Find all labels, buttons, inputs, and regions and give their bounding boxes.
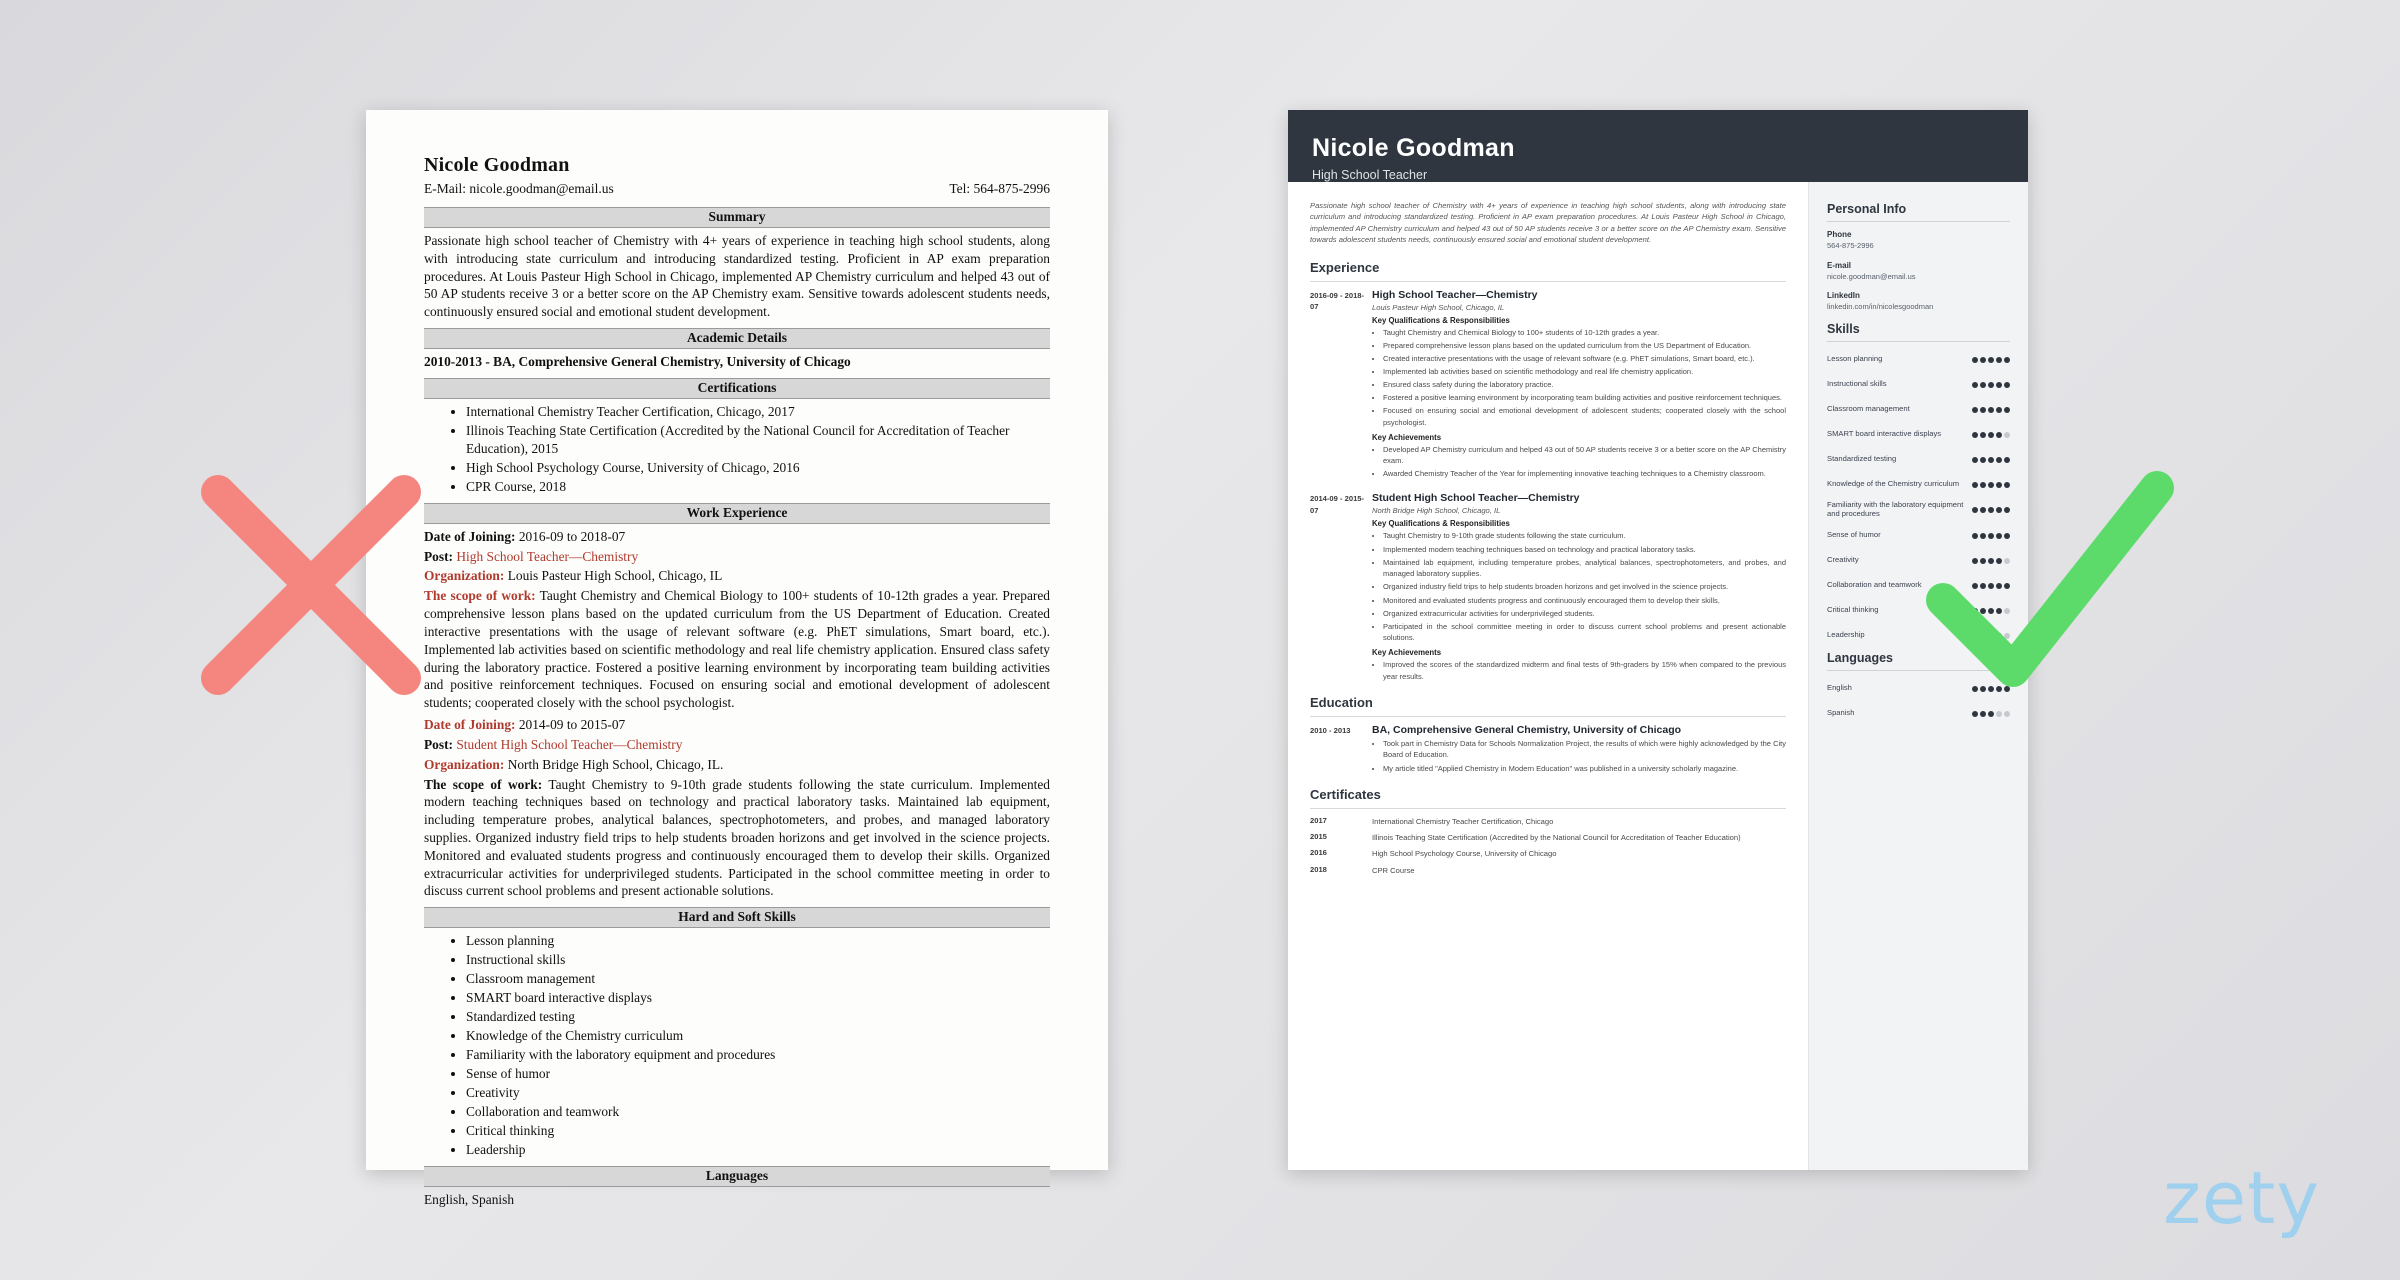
rating-dot bbox=[1988, 457, 1994, 463]
good-resume-main-column bbox=[1288, 182, 1808, 1170]
rating-dot bbox=[1980, 357, 1986, 363]
rating-dot bbox=[2004, 482, 2010, 488]
skill-rating bbox=[1970, 350, 2010, 368]
list-item: • Organized extracurricular activities for underprivileged students. bbox=[1383, 608, 1786, 620]
language-row bbox=[1827, 679, 2010, 697]
bad-job-2-post-value: Student High School Teacher—Chemistry bbox=[453, 736, 683, 752]
rating-dot bbox=[1988, 633, 1994, 639]
skill-name: Standardized testing bbox=[1827, 453, 1897, 463]
bad-job-2-org bbox=[424, 756, 1050, 774]
bad-job-2-scope bbox=[424, 776, 1050, 901]
bad-job-2 bbox=[424, 716, 1050, 900]
skill-row bbox=[1827, 526, 2010, 544]
skill-row bbox=[1827, 400, 2010, 418]
entry-qualifications-list bbox=[1372, 530, 1786, 644]
certificate-row bbox=[1310, 832, 1786, 843]
field-value: 564-875-2996 bbox=[1827, 241, 1874, 250]
field-value: nicole.goodman@email.us bbox=[1827, 271, 1916, 281]
rating-dot bbox=[2004, 533, 2010, 539]
list-item: • Improved the scores of the standardized midterm and final tests of 9th-graders by 15% when compared to the previous year results. bbox=[1383, 659, 1786, 682]
bad-certifications-list bbox=[424, 403, 1050, 496]
rating-dot bbox=[1980, 583, 1986, 589]
entry-qualifications-label: Key Qualifications & Responsibilities bbox=[1372, 315, 1510, 325]
rating-dot bbox=[2004, 357, 2010, 363]
bad-section-academic-title: Academic Details bbox=[424, 328, 1050, 349]
list-item: • SMART board interactive displays bbox=[466, 989, 1050, 1007]
list-item: • Organized industry field trips to help students broaden horizons and get involved in the science projects. bbox=[1383, 581, 1786, 593]
entry-body bbox=[1372, 724, 1786, 776]
skill-rating bbox=[1970, 475, 2010, 493]
language-row bbox=[1827, 704, 2010, 722]
entry-qualifications-list bbox=[1372, 327, 1786, 429]
rating-dot bbox=[1996, 457, 2002, 463]
section-divider bbox=[1310, 716, 1786, 717]
rating-dot bbox=[1980, 558, 1986, 564]
list-item: • High School Psychology Course, University of Chicago, 2016 bbox=[466, 459, 1050, 477]
list-item: • Standardized testing bbox=[466, 1008, 1050, 1026]
list-item: • Taught Chemistry and Chemical Biology to 100+ students of 10-12th grades a year. bbox=[1383, 327, 1786, 339]
list-item: • Ensured class safety during the laboratory practice. bbox=[1383, 379, 1786, 391]
list-item: • Taught Chemistry to 9-10th grade students following the state curriculum. bbox=[1383, 530, 1786, 542]
rating-dot bbox=[1996, 507, 2002, 513]
bad-section-languages-title: Languages bbox=[424, 1166, 1050, 1187]
list-item: • Familiarity with the laboratory equipment and procedures bbox=[466, 1046, 1050, 1064]
rating-dot bbox=[1972, 608, 1978, 614]
rating-dot bbox=[1972, 686, 1978, 692]
rating-dot bbox=[1972, 583, 1978, 589]
entry-achievements-list bbox=[1372, 444, 1786, 480]
certificate-text: International Chemistry Teacher Certification, Chicago bbox=[1372, 816, 1554, 826]
list-item: • Maintained lab equipment, including temperature probes, analytical balances, spectrophotometers, and probes, and managed laboratory supplies. bbox=[1383, 557, 1786, 580]
bad-job-1-post-value: High School Teacher—Chemistry bbox=[453, 548, 639, 564]
rating-dot bbox=[2004, 457, 2010, 463]
skill-row bbox=[1827, 425, 2010, 443]
skill-rating bbox=[1970, 400, 2010, 418]
bad-resume-page bbox=[366, 110, 1108, 1207]
skill-rating bbox=[1970, 551, 2010, 569]
rating-dot bbox=[1988, 482, 1994, 488]
rating-dot bbox=[1988, 608, 1994, 614]
certificate-text: High School Psychology Course, University of Chicago bbox=[1372, 849, 1557, 859]
skill-name: Creativity bbox=[1827, 555, 1859, 565]
section-divider bbox=[1827, 221, 2010, 222]
rating-dot bbox=[1972, 533, 1978, 539]
rating-dot bbox=[1988, 507, 1994, 513]
rating-dot bbox=[1996, 432, 2002, 438]
list-item: • CPR Course, 2018 bbox=[466, 478, 1050, 496]
skill-rating bbox=[1970, 450, 2010, 468]
good-education-entry bbox=[1310, 724, 1786, 776]
skill-name: Collaboration and teamwork bbox=[1827, 580, 1922, 590]
bad-job-1-date bbox=[424, 528, 1050, 546]
list-item: • Instructional skills bbox=[466, 951, 1050, 969]
entry-achievements-list bbox=[1372, 659, 1786, 682]
list-item: • Leadership bbox=[466, 1141, 1050, 1159]
rating-dot bbox=[1972, 482, 1978, 488]
bad-job-1-scope-value: Taught Chemistry and Chemical Biology to 100+ students of 10-12th grades a year. Prepared comprehensive lesson plans based on the updated curriculum from the US Department of Education. Created interactive presentations with the usage of relevant software (e.g. PhET simulations, Smart board, etc.). Implemented lab activities based on scientific methodology and real life chemistry application. Ensured class safety during the laboratory practice. Fostered a positive learning environment by incorporating team building activities and positive reinforcement techniques. Focused on ensuring social and emotional development of adolescent students; cooperated closely with the school psychologist. bbox=[424, 588, 1050, 711]
rating-dot bbox=[1980, 457, 1986, 463]
certificate-year: 2017 bbox=[1310, 815, 1327, 825]
bad-job-1-date-value: 2016-09 to 2018-07 bbox=[515, 528, 626, 544]
list-item: • Took part in Chemistry Data for Schools Normalization Project, the results of which were highly acknowledged by the City Board of Education. bbox=[1383, 738, 1786, 761]
list-item: • Implemented modern teaching techniques based on technology and practical laboratory tasks. bbox=[1383, 544, 1786, 556]
bad-summary-text: Passionate high school teacher of Chemistry with 4+ years of experience in teaching high school students, along with introducing state curriculum and introducing standardized testing. Proficient in AP exam preparation procedures. At Louis Pasteur High School in Chicago, implemented AP Chemistry curriculum and helped 43 out of 50 AP students receive 3 or a better score on the AP Chemistry exam. Sensitive towards adolescent students needs, continuously ensured social and emotional student development. bbox=[424, 233, 1050, 320]
list-item: • Lesson planning bbox=[466, 932, 1050, 950]
bad-job-1-scope bbox=[424, 587, 1050, 712]
rating-dot bbox=[1980, 507, 1986, 513]
certificate-row bbox=[1310, 865, 1786, 876]
section-divider bbox=[1827, 341, 2010, 342]
rating-dot bbox=[2004, 382, 2010, 388]
rating-dot bbox=[1988, 533, 1994, 539]
skill-name: Leadership bbox=[1827, 630, 1865, 640]
section-divider bbox=[1310, 808, 1786, 809]
rating-dot bbox=[1972, 382, 1978, 388]
language-name: English bbox=[1827, 683, 1852, 693]
list-item: • Critical thinking bbox=[466, 1122, 1050, 1140]
certificate-year: 2018 bbox=[1310, 864, 1327, 874]
language-rating bbox=[1970, 679, 2010, 697]
bad-academic-text: 2010-2013 - BA, Comprehensive General Chemistry, University of Chicago bbox=[424, 354, 851, 370]
bad-job-2-post-label: Post: bbox=[424, 736, 454, 752]
list-item: • Focused on ensuring social and emotional development of adolescent students; cooperated closely with the school psychologist. bbox=[1383, 405, 1786, 428]
sidebar-skills-title: Skills bbox=[1827, 321, 1860, 336]
skill-rating bbox=[1970, 601, 2010, 619]
good-resume-name: Nicole Goodman bbox=[1312, 134, 1515, 162]
bad-job-2-date-label: Date of Joining: bbox=[424, 717, 516, 733]
rating-dot bbox=[2004, 407, 2010, 413]
list-item: • Awarded Chemistry Teacher of the Year for implementing innovative teaching techniques to a Chemistry classroom. bbox=[1383, 468, 1786, 480]
bad-resume-email: E-Mail: nicole.goodman@email.us bbox=[424, 181, 614, 196]
skill-name: Classroom management bbox=[1827, 403, 1910, 413]
entry-dates: 2014-09 - 2015-07 bbox=[1310, 494, 1365, 515]
bad-job-2-date bbox=[424, 716, 1050, 734]
list-item: • Creativity bbox=[466, 1084, 1050, 1102]
list-item: • Collaboration and teamwork bbox=[466, 1103, 1050, 1121]
list-item: • Developed AP Chemistry curriculum and helped 43 out of 50 AP students receive 3 or a better score on the AP Chemistry exam. bbox=[1383, 444, 1786, 467]
rating-dot bbox=[1972, 432, 1978, 438]
rating-dot bbox=[1980, 407, 1986, 413]
rating-dot bbox=[1996, 558, 2002, 564]
certificate-text: Illinois Teaching State Certification (Accredited by the National Council for Accreditation of Teacher Education) bbox=[1372, 833, 1741, 843]
rating-dot bbox=[1996, 608, 2002, 614]
skill-row bbox=[1827, 350, 2010, 368]
section-divider bbox=[1827, 670, 2010, 671]
bad-job-2-date-value: 2014-09 to 2015-07 bbox=[515, 717, 626, 733]
rating-dot bbox=[1972, 457, 1978, 463]
list-item: • Monitored and evaluated students progress and continuously encouraged them to develop their skills. bbox=[1383, 595, 1786, 607]
skill-name: Instructional skills bbox=[1827, 378, 1887, 388]
rating-dot bbox=[1988, 558, 1994, 564]
rating-dot bbox=[1980, 482, 1986, 488]
language-name: Spanish bbox=[1827, 708, 1855, 718]
skill-rating bbox=[1970, 626, 2010, 644]
rating-dot bbox=[1996, 357, 2002, 363]
zety-watermark: zety bbox=[2163, 1156, 2320, 1240]
skill-name: Sense of humor bbox=[1827, 530, 1881, 540]
rating-dot bbox=[1996, 482, 2002, 488]
sidebar-field-linkedin bbox=[1827, 291, 2010, 313]
bad-section-skills-title: Hard and Soft Skills bbox=[424, 907, 1050, 928]
rating-dot bbox=[1988, 407, 1994, 413]
rating-dot bbox=[1996, 686, 2002, 692]
skill-name: Lesson planning bbox=[1827, 353, 1883, 363]
bad-job-2-scope-value: Taught Chemistry to 9-10th grade students following the state curriculum. Implemented modern teaching techniques based on technology and practical laboratory tasks. Maintained lab equipment, including temperature probes, analytical balances, spectrophotometers, and probes, and managed laboratory supplies. Organized industry field trips to help students broaden horizons and get involved in the science projects. Monitored and evaluated students progress and continuously encouraged them to develop their skills. Organized extracurricular activities for underprivileged students. Participated in the school committee meeting in order to discuss current school problems and present actionable solutions. bbox=[424, 776, 1050, 899]
rating-dot bbox=[2004, 711, 2010, 717]
rating-dot bbox=[1996, 633, 2002, 639]
rating-dot bbox=[2004, 633, 2010, 639]
bad-job-2-post bbox=[424, 736, 1050, 754]
language-rating bbox=[1970, 704, 2010, 722]
rating-dot bbox=[2004, 507, 2010, 513]
field-label: Phone bbox=[1827, 230, 1852, 239]
skill-name: SMART board interactive displays bbox=[1827, 428, 1942, 438]
bad-job-1 bbox=[424, 528, 1050, 712]
good-resume-header bbox=[1288, 110, 2028, 182]
field-value[interactable]: linkedin.com/in/nicolesgoodman bbox=[1827, 302, 1934, 311]
entry-dates: 2016-09 - 2018-07 bbox=[1310, 290, 1365, 311]
entry-title: Student High School Teacher—Chemistry bbox=[1372, 492, 1580, 505]
skill-name: Familiarity with the laboratory equipment and procedures bbox=[1827, 499, 1964, 519]
entry-achievements-label: Key Achievements bbox=[1372, 648, 1442, 658]
sidebar-personal-info-title: Personal Info bbox=[1827, 202, 1907, 216]
entry-body bbox=[1372, 492, 1786, 683]
bad-job-2-org-value: North Bridge High School, Chicago, IL. bbox=[504, 756, 724, 772]
certificate-year: 2015 bbox=[1310, 832, 1327, 842]
bad-resume-phone: Tel: 564-875-2996 bbox=[949, 181, 1050, 196]
sidebar-field-phone bbox=[1827, 230, 2010, 252]
bad-job-1-org-label: Organization: bbox=[424, 568, 505, 584]
rating-dot bbox=[1972, 507, 1978, 513]
skill-rating bbox=[1970, 576, 2010, 594]
bad-job-1-date-label: Date of Joining: bbox=[424, 528, 516, 544]
entry-body bbox=[1372, 289, 1786, 482]
entry-qualifications-label: Key Qualifications & Responsibilities bbox=[1372, 519, 1510, 529]
bad-job-1-scope-label: The scope of work: bbox=[424, 588, 536, 604]
bad-section-summary-title: Summary bbox=[424, 207, 1050, 228]
rating-dot bbox=[1980, 686, 1986, 692]
list-item: • Illinois Teaching State Certification (Accredited by the National Council for Accreditation of Teacher Education), 2015 bbox=[466, 422, 1050, 458]
skill-rating bbox=[1970, 500, 2010, 518]
list-item: • Sense of humor bbox=[466, 1065, 1050, 1083]
skill-row bbox=[1827, 500, 2010, 520]
list-item: • Participated in the school committee meeting in order to discuss current school problems and present actionable solutions. bbox=[1383, 621, 1786, 644]
entry-title: BA, Comprehensive General Chemistry, University of Chicago bbox=[1372, 723, 1682, 736]
good-section-education-title: Education bbox=[1310, 694, 1373, 710]
rating-dot bbox=[1988, 711, 1994, 717]
entry-education-list bbox=[1372, 738, 1786, 774]
list-item: • Implemented lab activities based on scientific methodology and real life chemistry application. bbox=[1383, 366, 1786, 378]
rating-dot bbox=[1972, 711, 1978, 717]
certificate-text: CPR Course bbox=[1372, 865, 1415, 875]
skill-rating bbox=[1970, 526, 2010, 544]
skill-row bbox=[1827, 551, 2010, 569]
bad-section-work-title: Work Experience bbox=[424, 503, 1050, 524]
good-experience-entry bbox=[1310, 492, 1786, 683]
rating-dot bbox=[1988, 583, 1994, 589]
rating-dot bbox=[2004, 686, 2010, 692]
bad-job-2-scope-label: The scope of work: bbox=[424, 776, 543, 792]
skill-row bbox=[1827, 375, 2010, 393]
rating-dot bbox=[1972, 633, 1978, 639]
certificate-row bbox=[1310, 816, 1786, 827]
rating-dot bbox=[1980, 608, 1986, 614]
rating-dot bbox=[1980, 432, 1986, 438]
rating-dot bbox=[1988, 686, 1994, 692]
good-resume-sidebar bbox=[1808, 182, 2028, 1170]
rating-dot bbox=[1972, 357, 1978, 363]
skill-rating bbox=[1970, 425, 2010, 443]
skill-name: Knowledge of the Chemistry curriculum bbox=[1827, 478, 1960, 488]
skill-rating bbox=[1970, 375, 2010, 393]
skill-row bbox=[1827, 475, 2010, 493]
list-item: • Fostered a positive learning environment by incorporating team building activities and positive reinforcement techniques. bbox=[1383, 392, 1786, 404]
skill-row bbox=[1827, 450, 2010, 468]
rating-dot bbox=[1988, 357, 1994, 363]
bad-job-1-org bbox=[424, 567, 1050, 585]
rating-dot bbox=[1988, 432, 1994, 438]
bad-section-certifications-title: Certifications bbox=[424, 378, 1050, 399]
field-label: LinkedIn bbox=[1827, 291, 1860, 300]
good-resume-role: High School Teacher bbox=[1312, 168, 1428, 182]
skill-row bbox=[1827, 576, 2010, 594]
field-label: E-mail bbox=[1827, 260, 1852, 270]
sidebar-field-email bbox=[1827, 261, 2010, 283]
rating-dot bbox=[2004, 583, 2010, 589]
rating-dot bbox=[2004, 608, 2010, 614]
bad-resume-name: Nicole Goodman bbox=[424, 154, 570, 176]
rating-dot bbox=[1996, 583, 2002, 589]
rating-dot bbox=[1996, 382, 2002, 388]
entry-company: North Bridge High School, Chicago, IL bbox=[1372, 506, 1501, 516]
section-divider bbox=[1310, 281, 1786, 282]
list-item: • Prepared comprehensive lesson plans based on the updated curriculum from the US Department of Education. bbox=[1383, 340, 1786, 352]
rating-dot bbox=[1980, 711, 1986, 717]
list-item: • Created interactive presentations with the usage of relevant software (e.g. PhET simulations, Smart board, etc.). bbox=[1383, 353, 1786, 365]
entry-title: High School Teacher—Chemistry bbox=[1372, 288, 1538, 301]
certificate-row bbox=[1310, 848, 1786, 859]
list-item: • Classroom management bbox=[466, 970, 1050, 988]
bad-languages-text: English, Spanish bbox=[424, 1191, 515, 1207]
entry-company: Louis Pasteur High School, Chicago, IL bbox=[1372, 302, 1505, 312]
rating-dot bbox=[1996, 711, 2002, 717]
good-experience-entry bbox=[1310, 289, 1786, 482]
rating-dot bbox=[2004, 432, 2010, 438]
certificate-year: 2016 bbox=[1310, 848, 1327, 858]
rating-dot bbox=[1972, 407, 1978, 413]
rating-dot bbox=[2004, 558, 2010, 564]
skill-name: Critical thinking bbox=[1827, 605, 1879, 615]
good-section-certificates-title: Certificates bbox=[1310, 786, 1381, 802]
good-section-experience-title: Experience bbox=[1310, 259, 1380, 275]
skill-row bbox=[1827, 601, 2010, 619]
bad-skills-list bbox=[424, 932, 1050, 1158]
rating-dot bbox=[1980, 633, 1986, 639]
entry-dates: 2010 - 2013 bbox=[1310, 725, 1351, 735]
good-resume-body bbox=[1288, 182, 2028, 1170]
bad-job-2-org-label: Organization: bbox=[424, 756, 505, 772]
entry-achievements-label: Key Achievements bbox=[1372, 432, 1442, 442]
good-summary-text: Passionate high school teacher of Chemistry with 4+ years of experience in teaching high school students, along with introducing state curriculum and introducing standardized testing. Proficient in AP exam preparation procedures. At Louis Pasteur High School in Chicago, implemented AP Chemistry curriculum and helped 43 out of 50 AP students receive 3 or a better score on the AP Chemistry exam. Sensitive towards adolescent students needs, continuously ensured social and emotional student development. bbox=[1310, 201, 1786, 245]
bad-job-1-post-label: Post: bbox=[424, 548, 454, 564]
rating-dot bbox=[1972, 558, 1978, 564]
skill-row bbox=[1827, 626, 2010, 644]
bad-resume-contact bbox=[424, 181, 1050, 197]
good-resume-page bbox=[1288, 110, 2028, 1170]
rating-dot bbox=[1980, 533, 1986, 539]
bad-job-1-org-value: Louis Pasteur High School, Chicago, IL bbox=[504, 568, 723, 584]
bad-job-1-post bbox=[424, 548, 1050, 566]
list-item: • Knowledge of the Chemistry curriculum bbox=[466, 1027, 1050, 1045]
rating-dot bbox=[1980, 382, 1986, 388]
rating-dot bbox=[1996, 407, 2002, 413]
rating-dot bbox=[1988, 382, 1994, 388]
sidebar-languages-title: Languages bbox=[1827, 651, 1893, 666]
list-item: • My article titled "Applied Chemistry in Modern Education" was published in a university scholarly magazine. bbox=[1383, 763, 1786, 775]
rating-dot bbox=[1996, 533, 2002, 539]
list-item: • International Chemistry Teacher Certification, Chicago, 2017 bbox=[466, 403, 1050, 421]
